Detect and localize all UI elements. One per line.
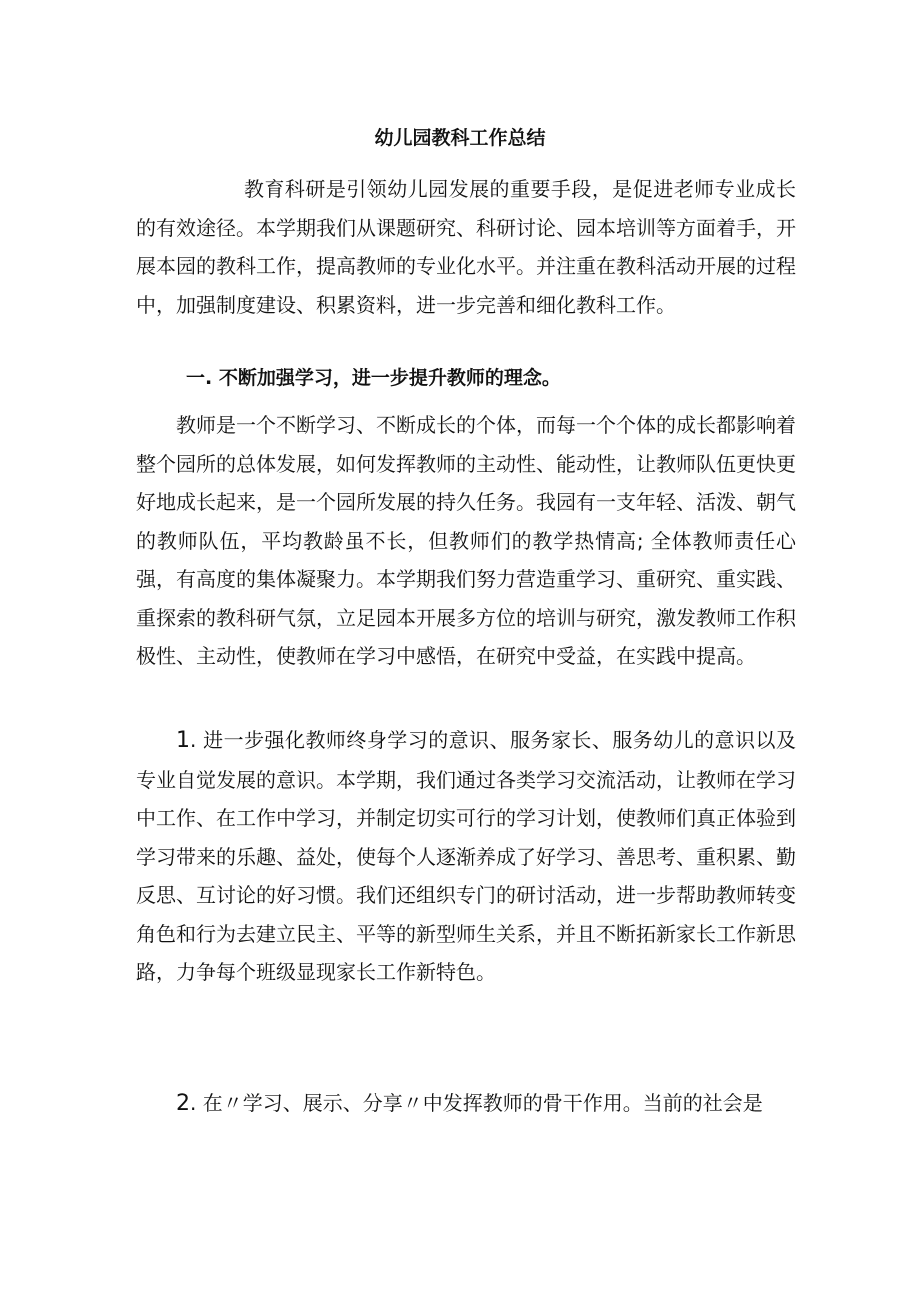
- section-1-paragraph: 教师是一个不断学习、不断成长的个体，而每一个个体的成长都影响着整个园所的总体发展，如何发挥教师的主动性、能动性，让教师队伍更快更好地成长起来，是一个园所发展的持久任务。我园有一支年轻、活泼、朝气的教师队伍，平均教龄虽不长，但教师们的教学热情高; 全体教师责任心强，有高度的集体凝聚力。本学期我们努力营造重学习、重研究、重实践、重探索的教科研气氛，立足园本开展多方位的培训与研究，激发教师工作积极性、主动性，使教师在学习中感悟，在研究中受益，在实践中提高。: [136, 413, 796, 668]
- item-1-paragraph: [136, 721, 796, 992]
- item-2-number: 2: [176, 1091, 190, 1116]
- intro-paragraph: 教育科研是引领幼儿园发展的重要手段，是促进老师专业成长的有效途径。本学期我们从课题研究、科研讨论、园本培训等方面着手，开展本园的教科工作，提高教师的专业化水平。并注重在教科活动开展的过程中，加强制度建设、积累资料，进一步完善和细化教科工作。: [136, 177, 796, 317]
- document-title: 幼儿园教科工作总结: [374, 127, 546, 149]
- section-heading-1: 一. 不断加强学习，进一步提升教师的理念。: [186, 367, 561, 389]
- item-1-number: 1: [176, 728, 190, 753]
- item-1-text: . 进一步强化教师终身学习的意识、服务家长、服务幼儿的意识以及专业自觉发展的意识。本学期，我们通过各类学习交流活动，让教师在学习中工作、在工作中学习，并制定切实可行的学习计划，使教师们真正体验到学习带来的乐趣、益处，使每个人逐渐养成了好学习、善思考、重积累、勤反思、互讨论的好习惯。我们还组织专门的研讨活动，进一步帮助教师转变角色和行为去建立民主、平等的新型师生关系，并且不断拓新家长工作新思路，力争每个班级显现家长工作新特色。: [136, 728, 796, 984]
- item-2-text: . 在〃学习、展示、分享〃中发挥教师的骨干作用。当前的社会是: [190, 1091, 763, 1115]
- item-2-paragraph: [136, 1084, 796, 1124]
